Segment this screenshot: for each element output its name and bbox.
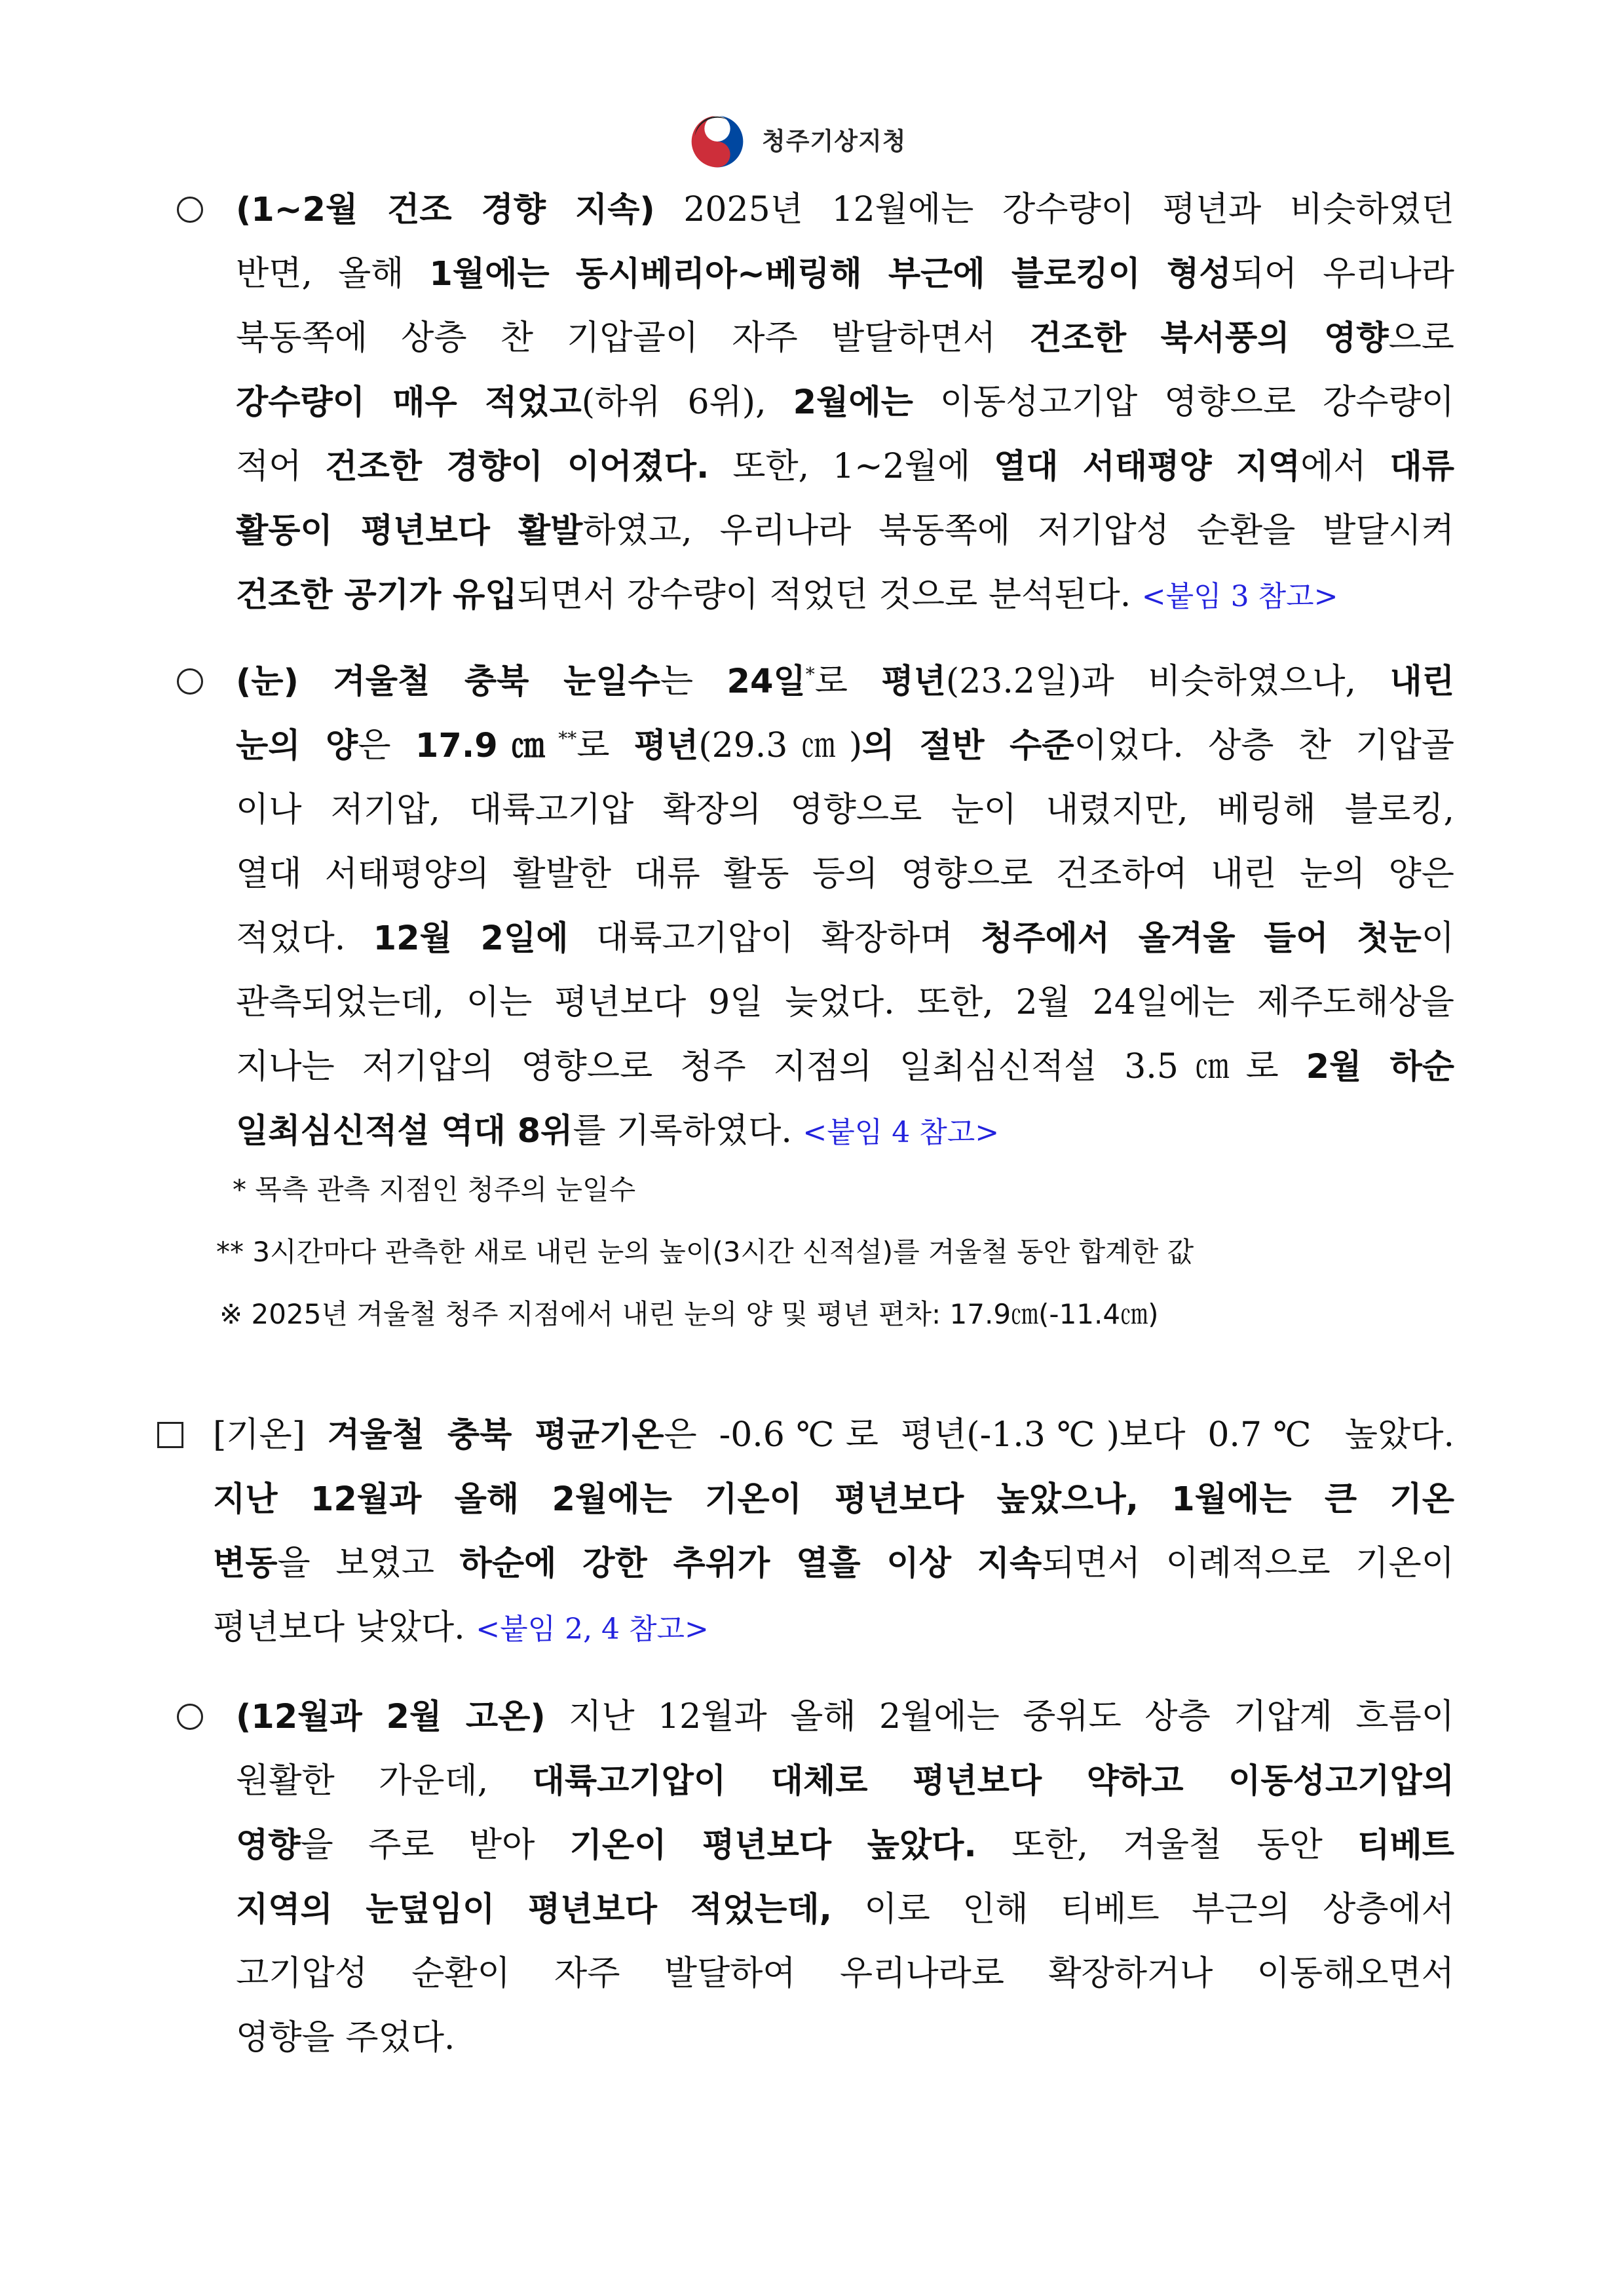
text: 또한, 1~2월에 — [709, 447, 994, 486]
text: 지난 12월과 올해 2월에는 중위도 상층 기압계 흐름이 — [545, 1697, 1454, 1736]
bold-text: 활동이 평년보다 활발 — [236, 512, 583, 550]
bullet-circle-2 — [177, 662, 203, 701]
p3-line — [213, 1415, 1454, 1455]
p2-line — [236, 854, 1454, 894]
text: 을 주로 받아 — [300, 1826, 570, 1865]
document-header — [0, 108, 1624, 180]
footnote-snow-amount: ** 3시간마다 관측한 새로 내린 눈의 높이(3시간 신적설)를 겨울철 동안 합계한 값 — [216, 1236, 1194, 1268]
p1-line — [236, 254, 1454, 294]
text: 대륙고기압이 확장하며 — [568, 919, 981, 958]
bold-text: 건조한 북서풍의 영향 — [1029, 319, 1389, 358]
text: 지나는 저기압의 영향으로 청주 지점의 일최심신적설 3.5㎝로 — [236, 1047, 1306, 1086]
text: 적었다. — [236, 919, 373, 958]
footnote-snow-deviation: ※ 2025년 겨울철 청주 지점에서 내린 눈의 양 및 평년 편차: 17.9㎝(-11.4㎝) — [219, 1298, 1159, 1330]
p4-line — [236, 1954, 1454, 1993]
text: 관측되었는데, 이는 평년보다 9일 늦었다. 또한, 2월 24일에는 제주도해상을 — [236, 983, 1454, 1022]
text: 또한, 겨울철 동안 — [976, 1826, 1358, 1865]
bold-text: 눈의 양 — [236, 727, 358, 765]
bold-text: (1~2월 건조 경향 지속) — [236, 191, 655, 229]
p4-line — [236, 1826, 1454, 1865]
bold-text: 건조한 경향이 이어졌다. — [325, 448, 709, 486]
bold-text: 2월 하순 — [1306, 1048, 1454, 1086]
reference-link: <붙임 3 참고> — [1141, 580, 1338, 613]
p1-line — [236, 318, 1454, 358]
bold-text: 영향 — [236, 1826, 301, 1865]
text: 으로 — [1388, 318, 1455, 358]
bold-text: 1월에는 동시베리아~베링해 부근에 블로킹이 형성 — [429, 255, 1232, 294]
text: 이로 인해 티베트 부근의 상층에서 — [832, 1890, 1454, 1929]
korea-government-taegeuk-logo-icon — [690, 115, 744, 168]
p2-line — [236, 919, 1454, 958]
text: 이나 저기압, 대륙고기압 확장의 영향으로 눈이 내렸지만, 베링해 블로킹, — [236, 790, 1454, 830]
bold-text: 일최심신적설 역대 8위 — [236, 1112, 573, 1151]
text: 평년보다 낮았다. — [213, 1608, 476, 1647]
text: (29.3㎝) — [698, 726, 863, 765]
text: 이었다. 상층 찬 기압골 — [1074, 726, 1454, 765]
text: [기온] — [213, 1415, 328, 1455]
p4-line — [236, 2018, 1454, 2057]
p4-line — [236, 1761, 1454, 1801]
text: 고기압성 순환이 자주 발달하여 우리나라로 확장하거나 이동해오면서 — [236, 1954, 1454, 1993]
p2-line — [236, 983, 1454, 1022]
text: 되면서 강수량이 적었던 것으로 분석된다. — [517, 575, 1142, 615]
bold-text: 강수량이 매우 적었고 — [236, 383, 582, 422]
bold-text: 티베트 — [1357, 1826, 1455, 1865]
text: 는 — [660, 662, 727, 701]
p1-line — [236, 447, 1454, 486]
text: 2025년 12월에는 강수량이 평년과 비슷하였던 — [654, 190, 1454, 229]
text: 영향을 주었다. — [236, 2018, 455, 2057]
text: 를 기록하였다. — [573, 1111, 803, 1151]
bold-text: 대류 — [1389, 448, 1455, 486]
text: 북동쪽에 상층 찬 기압골이 자주 발달하면서 — [236, 318, 1030, 358]
text: 로 — [814, 662, 882, 701]
text: 에서 — [1300, 447, 1390, 486]
reference-link: <붙임 4 참고> — [803, 1116, 1000, 1149]
text: (23.2일)과 비슷하였으나, — [945, 662, 1390, 701]
text: 은 — [358, 726, 415, 765]
p2-line — [236, 662, 1454, 701]
bold-text: 청주에서 올겨울 들어 첫눈 — [980, 919, 1422, 958]
text: 이동성고기압 영향으로 강수량이 — [913, 383, 1454, 422]
reference-link: <붙임 2, 4 참고> — [476, 1613, 709, 1646]
bold-text: 평년 — [633, 727, 699, 765]
p1-line — [236, 383, 1454, 422]
agency-name: 청주기상지청 — [762, 127, 907, 155]
bold-text: 지역의 눈덮임이 평년보다 적었는데, — [236, 1890, 833, 1929]
p3-line — [213, 1608, 1454, 1647]
p1-line — [236, 190, 1454, 229]
bold-text: 12월 2일에 — [373, 919, 569, 958]
p2-line — [236, 790, 1454, 830]
bold-text: 하순에 강한 추위가 열흘 이상 지속 — [459, 1544, 1042, 1583]
text: 하였고, 우리나라 북동쪽에 저기압성 순환을 발달시켜 — [582, 511, 1455, 550]
text: 반면, 올해 — [236, 254, 430, 294]
p1-line — [236, 575, 1454, 615]
bold-text: 기온이 평년보다 높았다. — [569, 1826, 977, 1865]
text: (하위 6위), — [581, 383, 793, 422]
footnote-mark: ** — [558, 727, 577, 750]
bullet-circle-1 — [177, 190, 203, 229]
bold-text: 내린 — [1389, 662, 1454, 701]
p2-line — [236, 726, 1454, 765]
bold-text: 건조한 공기가 유입 — [236, 576, 518, 615]
text: 되어 우리나라 — [1231, 254, 1455, 294]
bold-text: 열대 서태평양 지역 — [994, 448, 1301, 486]
bold-text: (눈) 겨울철 충북 눈일수 — [236, 662, 660, 701]
bullet-square — [157, 1415, 183, 1455]
footnote-mark: * — [805, 663, 815, 685]
p3-line — [213, 1480, 1454, 1519]
bold-text: 24일 — [727, 662, 806, 701]
bold-text: 대륙고기압이 대체로 평년보다 약하고 이동성고기압의 — [532, 1762, 1454, 1801]
p2-line — [236, 1047, 1454, 1086]
bold-text: 지난 12월과 올해 2월에는 기온이 평년보다 높았으나, 1월에는 큰 기온 — [213, 1480, 1454, 1519]
bold-text: (12월과 2월 고온) — [236, 1698, 546, 1736]
p2-line — [236, 1111, 1454, 1151]
p4-line — [236, 1890, 1454, 1929]
p3-line — [213, 1544, 1454, 1583]
bold-text: 2월에는 — [793, 383, 913, 422]
text: 이 — [1421, 919, 1454, 958]
p1-line — [236, 511, 1454, 550]
text: 적어 — [236, 447, 326, 486]
bullet-circle-3 — [177, 1697, 203, 1736]
footnote-snow-days: * 목측 관측 지점인 청주의 눈일수 — [233, 1174, 636, 1206]
p4-line — [236, 1697, 1454, 1736]
text: 은 -0.6℃로 평년(-1.3℃)보다 0.7℃ 높았다. — [664, 1415, 1454, 1455]
bold-text: 17.9㎝ — [415, 727, 559, 765]
bold-text: 의 절반 수준 — [862, 727, 1074, 765]
bold-text: 평년 — [881, 662, 946, 701]
text: 로 — [576, 726, 634, 765]
text: 되면서 이례적으로 기온이 — [1042, 1544, 1454, 1583]
text: 을 보였고 — [277, 1544, 460, 1583]
bold-text: 변동 — [213, 1544, 278, 1583]
bold-text: 겨울철 충북 평균기온 — [327, 1416, 664, 1455]
text: 원활한 가운데, — [236, 1761, 533, 1801]
text: 열대 서태평양의 활발한 대류 활동 등의 영향으로 건조하여 내린 눈의 양은 — [236, 854, 1454, 894]
